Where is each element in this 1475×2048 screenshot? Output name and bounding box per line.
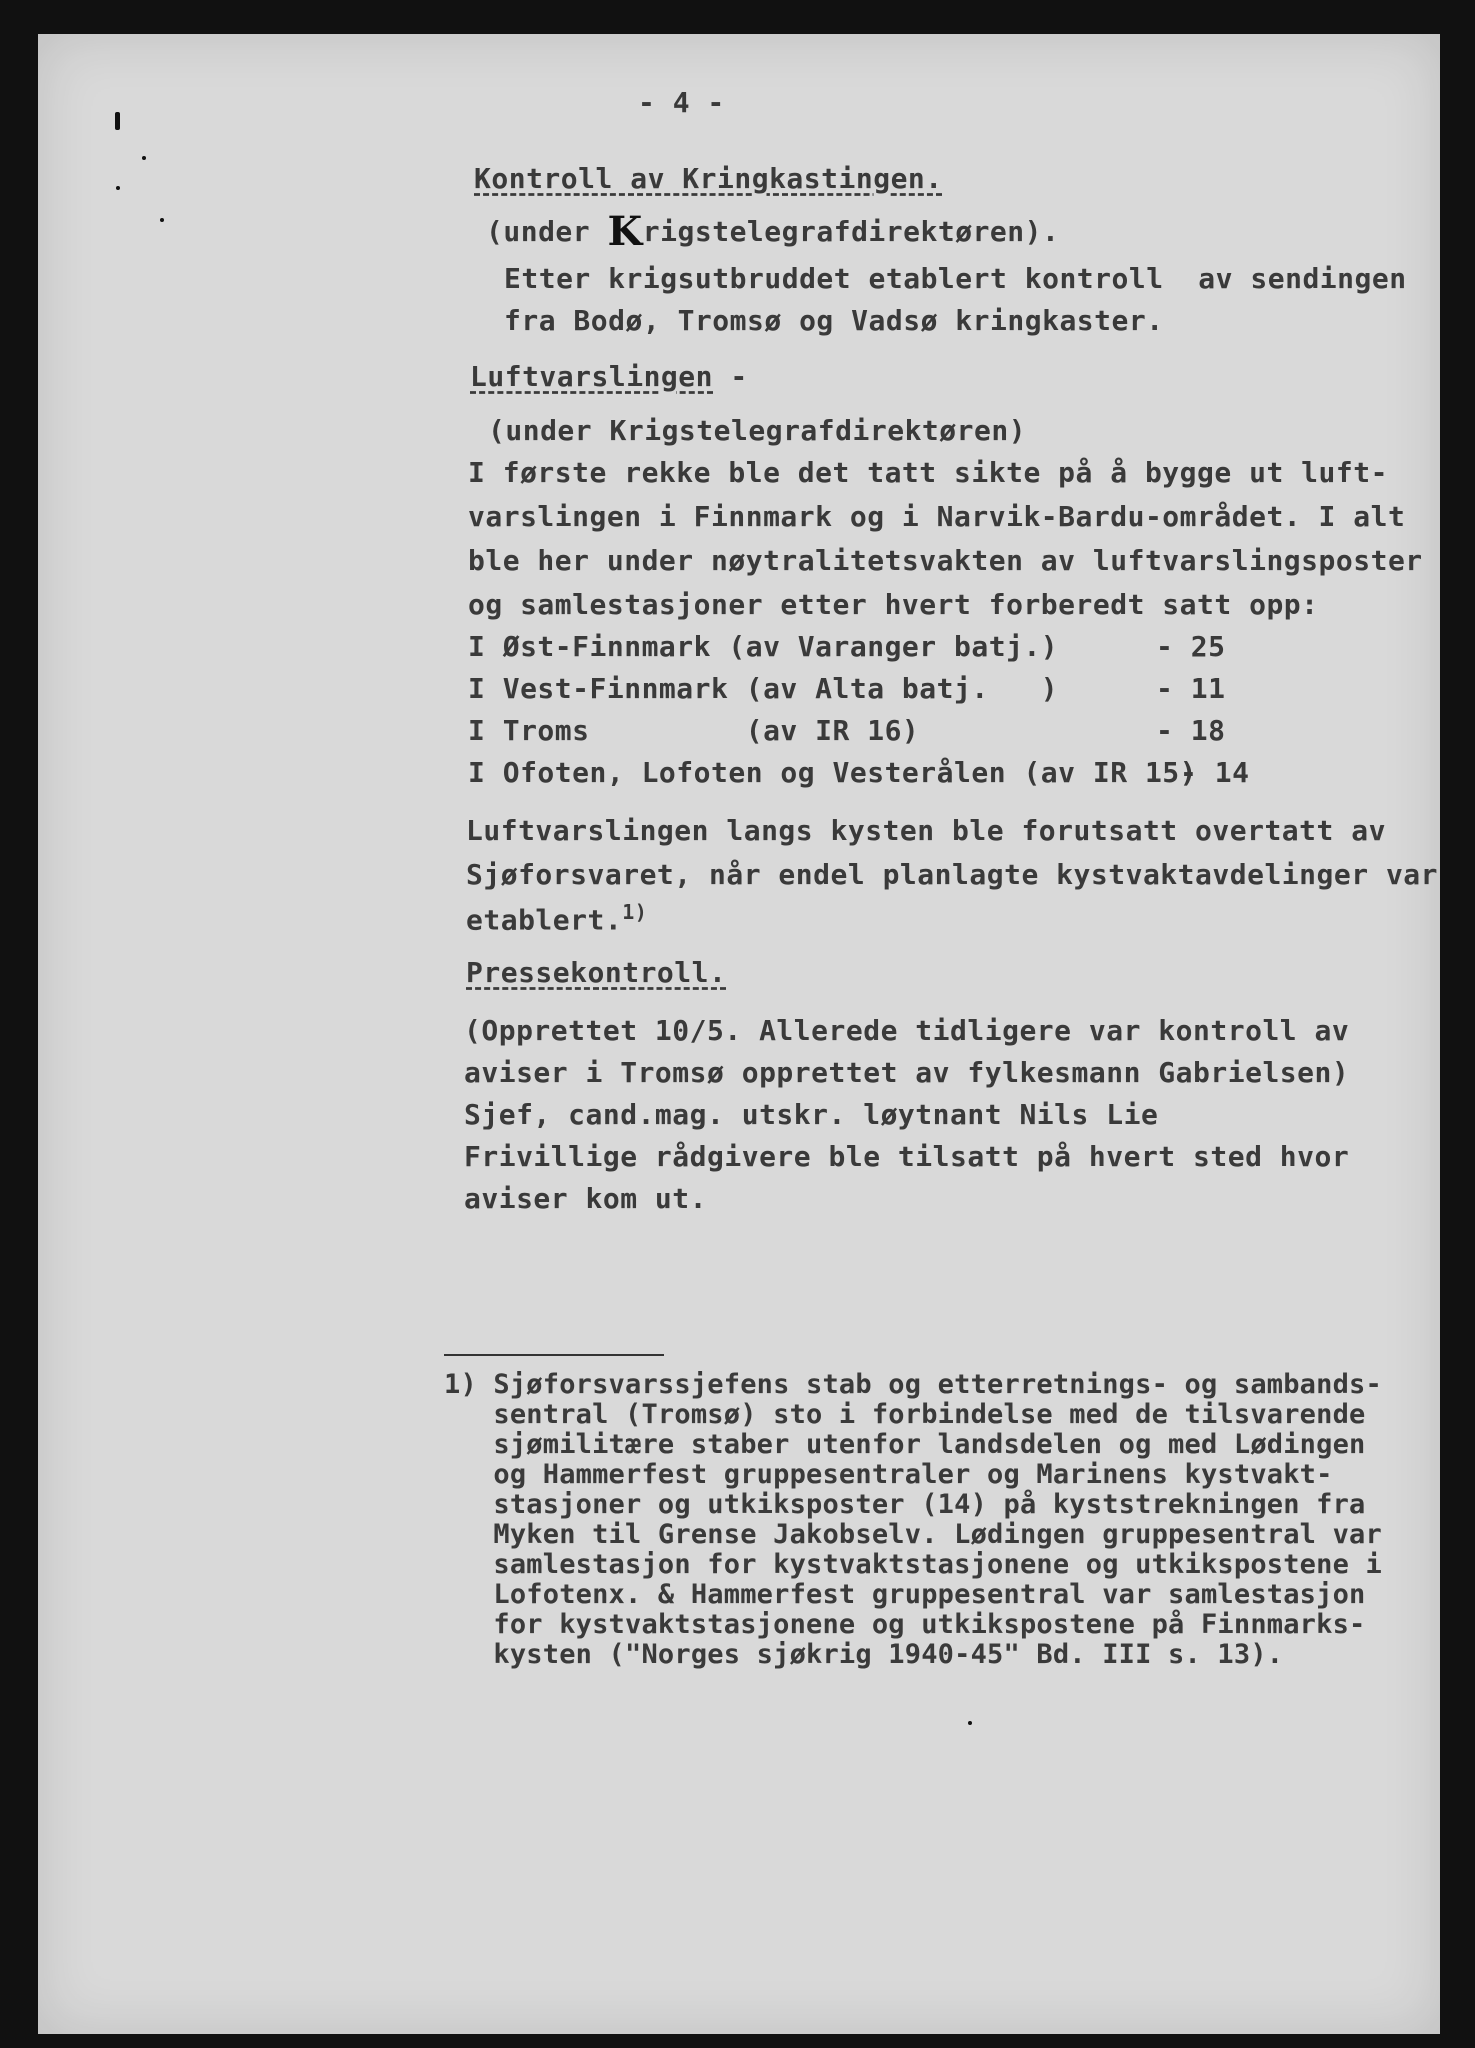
footnote-line: Myken til Grense Jakobselv. Lødingen gruppesentral var — [444, 1519, 1382, 1550]
luftvarsling-coast-line: Luftvarslingen langs kysten ble forutsatt overtatt av — [466, 814, 1386, 847]
punch-mark — [115, 112, 120, 130]
post-count: - 25 — [1156, 630, 1226, 663]
presse-text-line: (Opprettet 10/5. Allerede tidligere var kontroll av — [464, 1014, 1350, 1047]
footnote-rule — [444, 1354, 664, 1356]
presse-text-line: Sjef, cand.mag. utskr. løytnant Nils Lie — [464, 1098, 1159, 1131]
presse-text-line: aviser kom ut. — [464, 1182, 708, 1215]
footnote-line: for kystvaktstasjonene og utkikspostene på Finnmarks- — [444, 1609, 1366, 1640]
footnote-line: Lofotenx. & Hammerfest gruppesentral var samlestasjon — [444, 1579, 1366, 1610]
post-count: - 18 — [1156, 714, 1226, 747]
kringkasting-text-line: Etter krigsutbruddet etablert kontroll av sendingen — [504, 262, 1407, 295]
post-area: I Troms (av IR 16) — [468, 714, 920, 747]
section-heading-kringkasting: Kontroll av Kringkastingen. — [474, 162, 943, 195]
section-heading-luftvarsling: Luftvarslingen - — [470, 360, 748, 393]
footnote-reference: 1) — [622, 900, 648, 924]
punch-dot — [142, 156, 146, 160]
footnote-line: sjømilitære staber utenfor landsdelen og med Lødingen — [444, 1429, 1366, 1460]
post-area: I Ofoten, Lofoten og Vesterålen (av IR 15) — [468, 756, 1198, 789]
footnote-line: sentral (Tromsø) sto i forbindelse med de tilsvarende — [444, 1399, 1366, 1430]
luftvarsling-coast-line: etablert.$^{1)}$ — [466, 900, 648, 937]
punch-dot — [968, 1721, 972, 1725]
presse-text-line: Frivillige rådgivere ble tilsatt på hvert sted hvor — [464, 1140, 1350, 1173]
kringkasting-subheading: (under Krigstelegrafdirektøren). — [486, 208, 1060, 255]
luftvarsling-coast-line: Sjøforsvaret, når endel planlagte kystvaktavdelinger var — [466, 858, 1439, 891]
footnote-line: 1) Sjøforsvarssjefens stab og etterretnings- og sambands- — [444, 1369, 1382, 1400]
luftvarsling-text-line: I første rekke ble det tatt sikte på å bygge ut luft- — [468, 456, 1388, 489]
kringkasting-text-line: fra Bodø, Tromsø og Vadsø kringkaster. — [504, 304, 1164, 337]
handwritten-k: K — [607, 208, 643, 255]
footnote-line: kysten ("Norges sjøkrig 1940-45" Bd. III s. 13). — [444, 1639, 1284, 1670]
post-area: I Øst-Finnmark (av Varanger batj.) — [468, 630, 1059, 663]
footnote-line: stasjoner og utkiksposter (14) på kyststrekningen fra — [444, 1489, 1366, 1520]
presse-text-line: aviser i Tromsø opprettet av fylkesmann Gabrielsen) — [464, 1056, 1350, 1089]
footnote-line: og Hammerfest gruppesentraler og Marinens kystvakt- — [444, 1459, 1333, 1490]
punch-dot — [116, 186, 120, 190]
luftvarsling-text-line: ble her under nøytralitetsvakten av luftvarslingsposter — [468, 544, 1423, 577]
post-count: - 14 — [1180, 756, 1250, 789]
page-number: - 4 - — [638, 86, 725, 119]
punch-dot — [160, 218, 164, 222]
section-heading-presse: Pressekontroll. — [466, 956, 727, 989]
luftvarsling-text-line: varslingen i Finnmark og i Narvik-Bardu-området. I alt — [468, 500, 1406, 533]
luftvarsling-text-line: og samlestasjoner etter hvert forberedt satt opp: — [468, 588, 1319, 621]
post-area: I Vest-Finnmark (av Alta batj. ) — [468, 672, 1059, 705]
post-count: - 11 — [1156, 672, 1226, 705]
footnote-line: samlestasjon for kystvaktstasjonene og utkikspostene i — [444, 1549, 1382, 1580]
luftvarsling-subheading: (under Krigstelegrafdirektøren) — [488, 414, 1027, 447]
